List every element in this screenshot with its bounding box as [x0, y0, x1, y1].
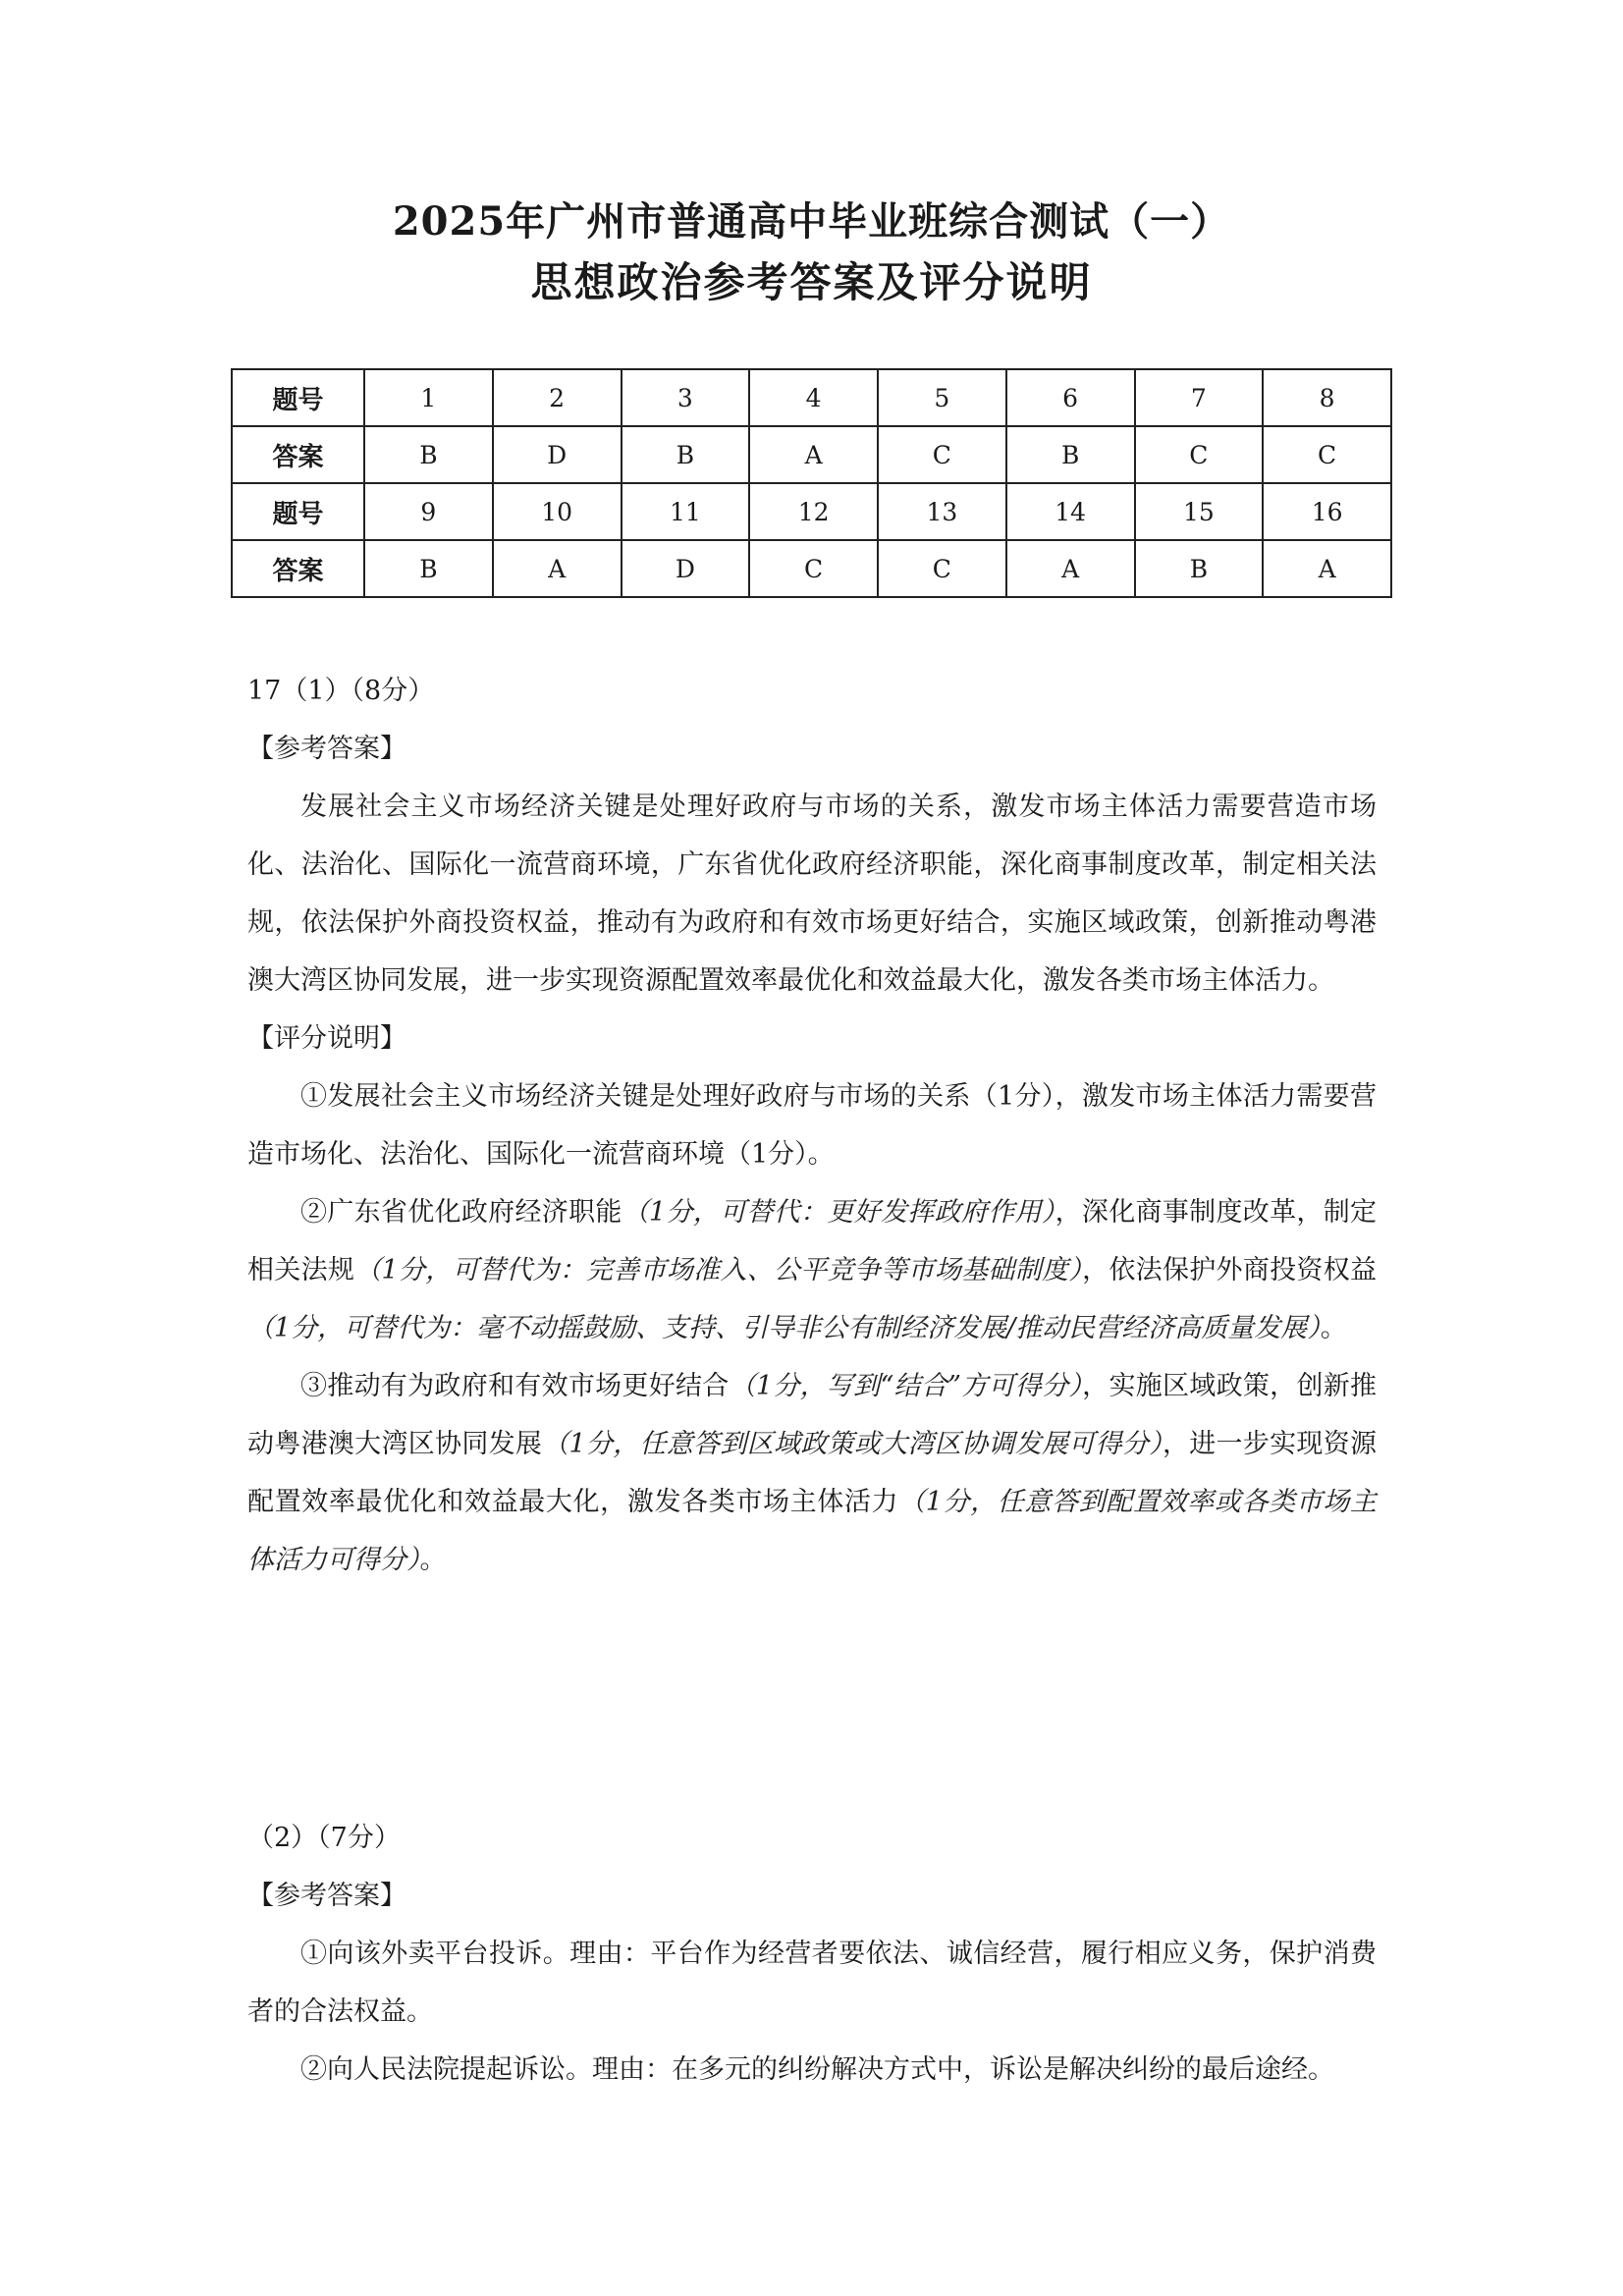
scoring-text: 。: [419, 1545, 447, 1575]
table-cell: A: [493, 540, 622, 597]
row-header-cell: 答案: [232, 540, 364, 597]
table-cell: C: [1263, 426, 1391, 483]
table-cell: C: [878, 426, 1006, 483]
table-cell: 7: [1135, 369, 1264, 426]
section-label-reference: 【参考答案】: [247, 1881, 406, 1911]
table-cell: C: [749, 540, 878, 597]
scoring-point-2: [247, 1183, 1377, 1357]
row-header-cell: 题号: [232, 369, 364, 426]
table-cell: 5: [878, 369, 1006, 426]
table-cell: 3: [622, 369, 750, 426]
table-row: [232, 540, 1391, 597]
scoring-point-3: [247, 1357, 1377, 1589]
table-cell: 2: [493, 369, 622, 426]
table-cell: A: [749, 426, 878, 483]
table-cell: 10: [493, 483, 622, 540]
answer-item-1: ①向该外卖平台投诉。理由：平台作为经营者要依法、诚信经营，履行相应义务，保护消费者的合法权益。: [247, 1939, 1377, 2027]
scoring-text: ③推动有为政府和有效市场更好结合: [300, 1371, 730, 1401]
scoring-text: ，依法保护外商投资权益: [1082, 1255, 1378, 1285]
table-cell: 4: [749, 369, 878, 426]
scoring-text: ②广东省优化政府经济职能: [300, 1197, 622, 1228]
table-cell: 13: [878, 483, 1006, 540]
title-line-2: 思想政治参考答案及评分说明: [530, 258, 1093, 306]
table-cell: B: [622, 426, 750, 483]
table-cell: D: [493, 426, 622, 483]
table-cell: 6: [1006, 369, 1135, 426]
table-cell: B: [364, 540, 493, 597]
scoring-point-1: ①发展社会主义市场经济关键是处理好政府与市场的关系（1分），激发市场主体活力需要营造市场化、法治化、国际化一流营商环境（1分）。: [247, 1081, 1377, 1170]
table-cell: 1: [364, 369, 493, 426]
row-header-cell: 答案: [232, 426, 364, 483]
table-cell: 15: [1135, 483, 1264, 540]
scoring-text: ，进一步实现资源配置效率最优化和效益最大化，激发各类市场主体活力: [247, 1429, 1378, 1517]
scoring-text: 。: [1320, 1313, 1347, 1343]
table-row: [232, 426, 1391, 483]
question-17-part-2: [247, 1809, 1377, 2099]
table-cell: B: [1006, 426, 1135, 483]
table-cell: 16: [1263, 483, 1391, 540]
table-cell: A: [1006, 540, 1135, 597]
table-cell: 14: [1006, 483, 1135, 540]
table-cell: 9: [364, 483, 493, 540]
question-heading: （2）（7分）: [247, 1823, 401, 1853]
table-row: [232, 369, 1391, 426]
scoring-note: （1分，写到“结合”方可得分）: [729, 1371, 1083, 1401]
scoring-note: （1分，任意答到区域政策或大湾区协调发展可得分）: [542, 1429, 1163, 1459]
table-cell: 11: [622, 483, 750, 540]
row-header-cell: 题号: [232, 483, 364, 540]
scoring-text: ，实施区域政策，创新推动粤港澳大湾区协同发展: [247, 1371, 1378, 1459]
table-cell: D: [622, 540, 750, 597]
table-cell: C: [878, 540, 1006, 597]
section-label-scoring: 【评分说明】: [247, 1023, 406, 1054]
question-heading: 17（1）（8分）: [247, 676, 435, 706]
table-cell: A: [1263, 540, 1391, 597]
document-title: [0, 191, 1623, 313]
title-line-1: 2025年广州市普通高中毕业班综合测试（一）: [392, 198, 1231, 245]
table-row: [232, 483, 1391, 540]
scoring-note: （1分，任意答到配置效率或各类市场主体活力可得分）: [247, 1487, 1377, 1575]
reference-answer: 发展社会主义市场经济关键是处理好政府与市场的关系，激发市场主体活力需要营造市场化、法治化、国际化一流营商环境，广东省优化政府经济职能，深化商事制度改革，制定相关法规，依法保护外商投资权益，推动有为政府和有效市场更好结合，实施区域政策，创新推动粤港澳大湾区协同发展，进一步实现资源配置效率最优化和效益最大化，激发各类市场主体活力。: [247, 792, 1377, 996]
section-label-reference: 【参考答案】: [247, 734, 406, 764]
table-cell: 12: [749, 483, 878, 540]
answer-item-2: ②向人民法院提起诉讼。理由：在多元的纠纷解决方式中，诉讼是解决纠纷的最后途经。: [300, 2054, 1334, 2085]
table-cell: B: [1135, 540, 1264, 597]
table-cell: B: [364, 426, 493, 483]
scoring-text: ，深化商事制度改革，制定相关法规: [247, 1197, 1378, 1285]
scoring-note: （1分，可替代为：完善市场准入、公平竞争等市场基础制度）: [354, 1255, 1083, 1285]
table-cell: 8: [1263, 369, 1391, 426]
answer-table: [231, 368, 1392, 598]
scoring-note: （1分，可替代：更好发挥政府作用）: [622, 1197, 1055, 1228]
scoring-note: （1分，可替代为：毫不动摇鼓励、支持、引导非公有制经济发展/推动民营经济高质量发展）: [247, 1313, 1321, 1343]
question-17-part-1: [247, 662, 1377, 1589]
table-cell: C: [1135, 426, 1264, 483]
